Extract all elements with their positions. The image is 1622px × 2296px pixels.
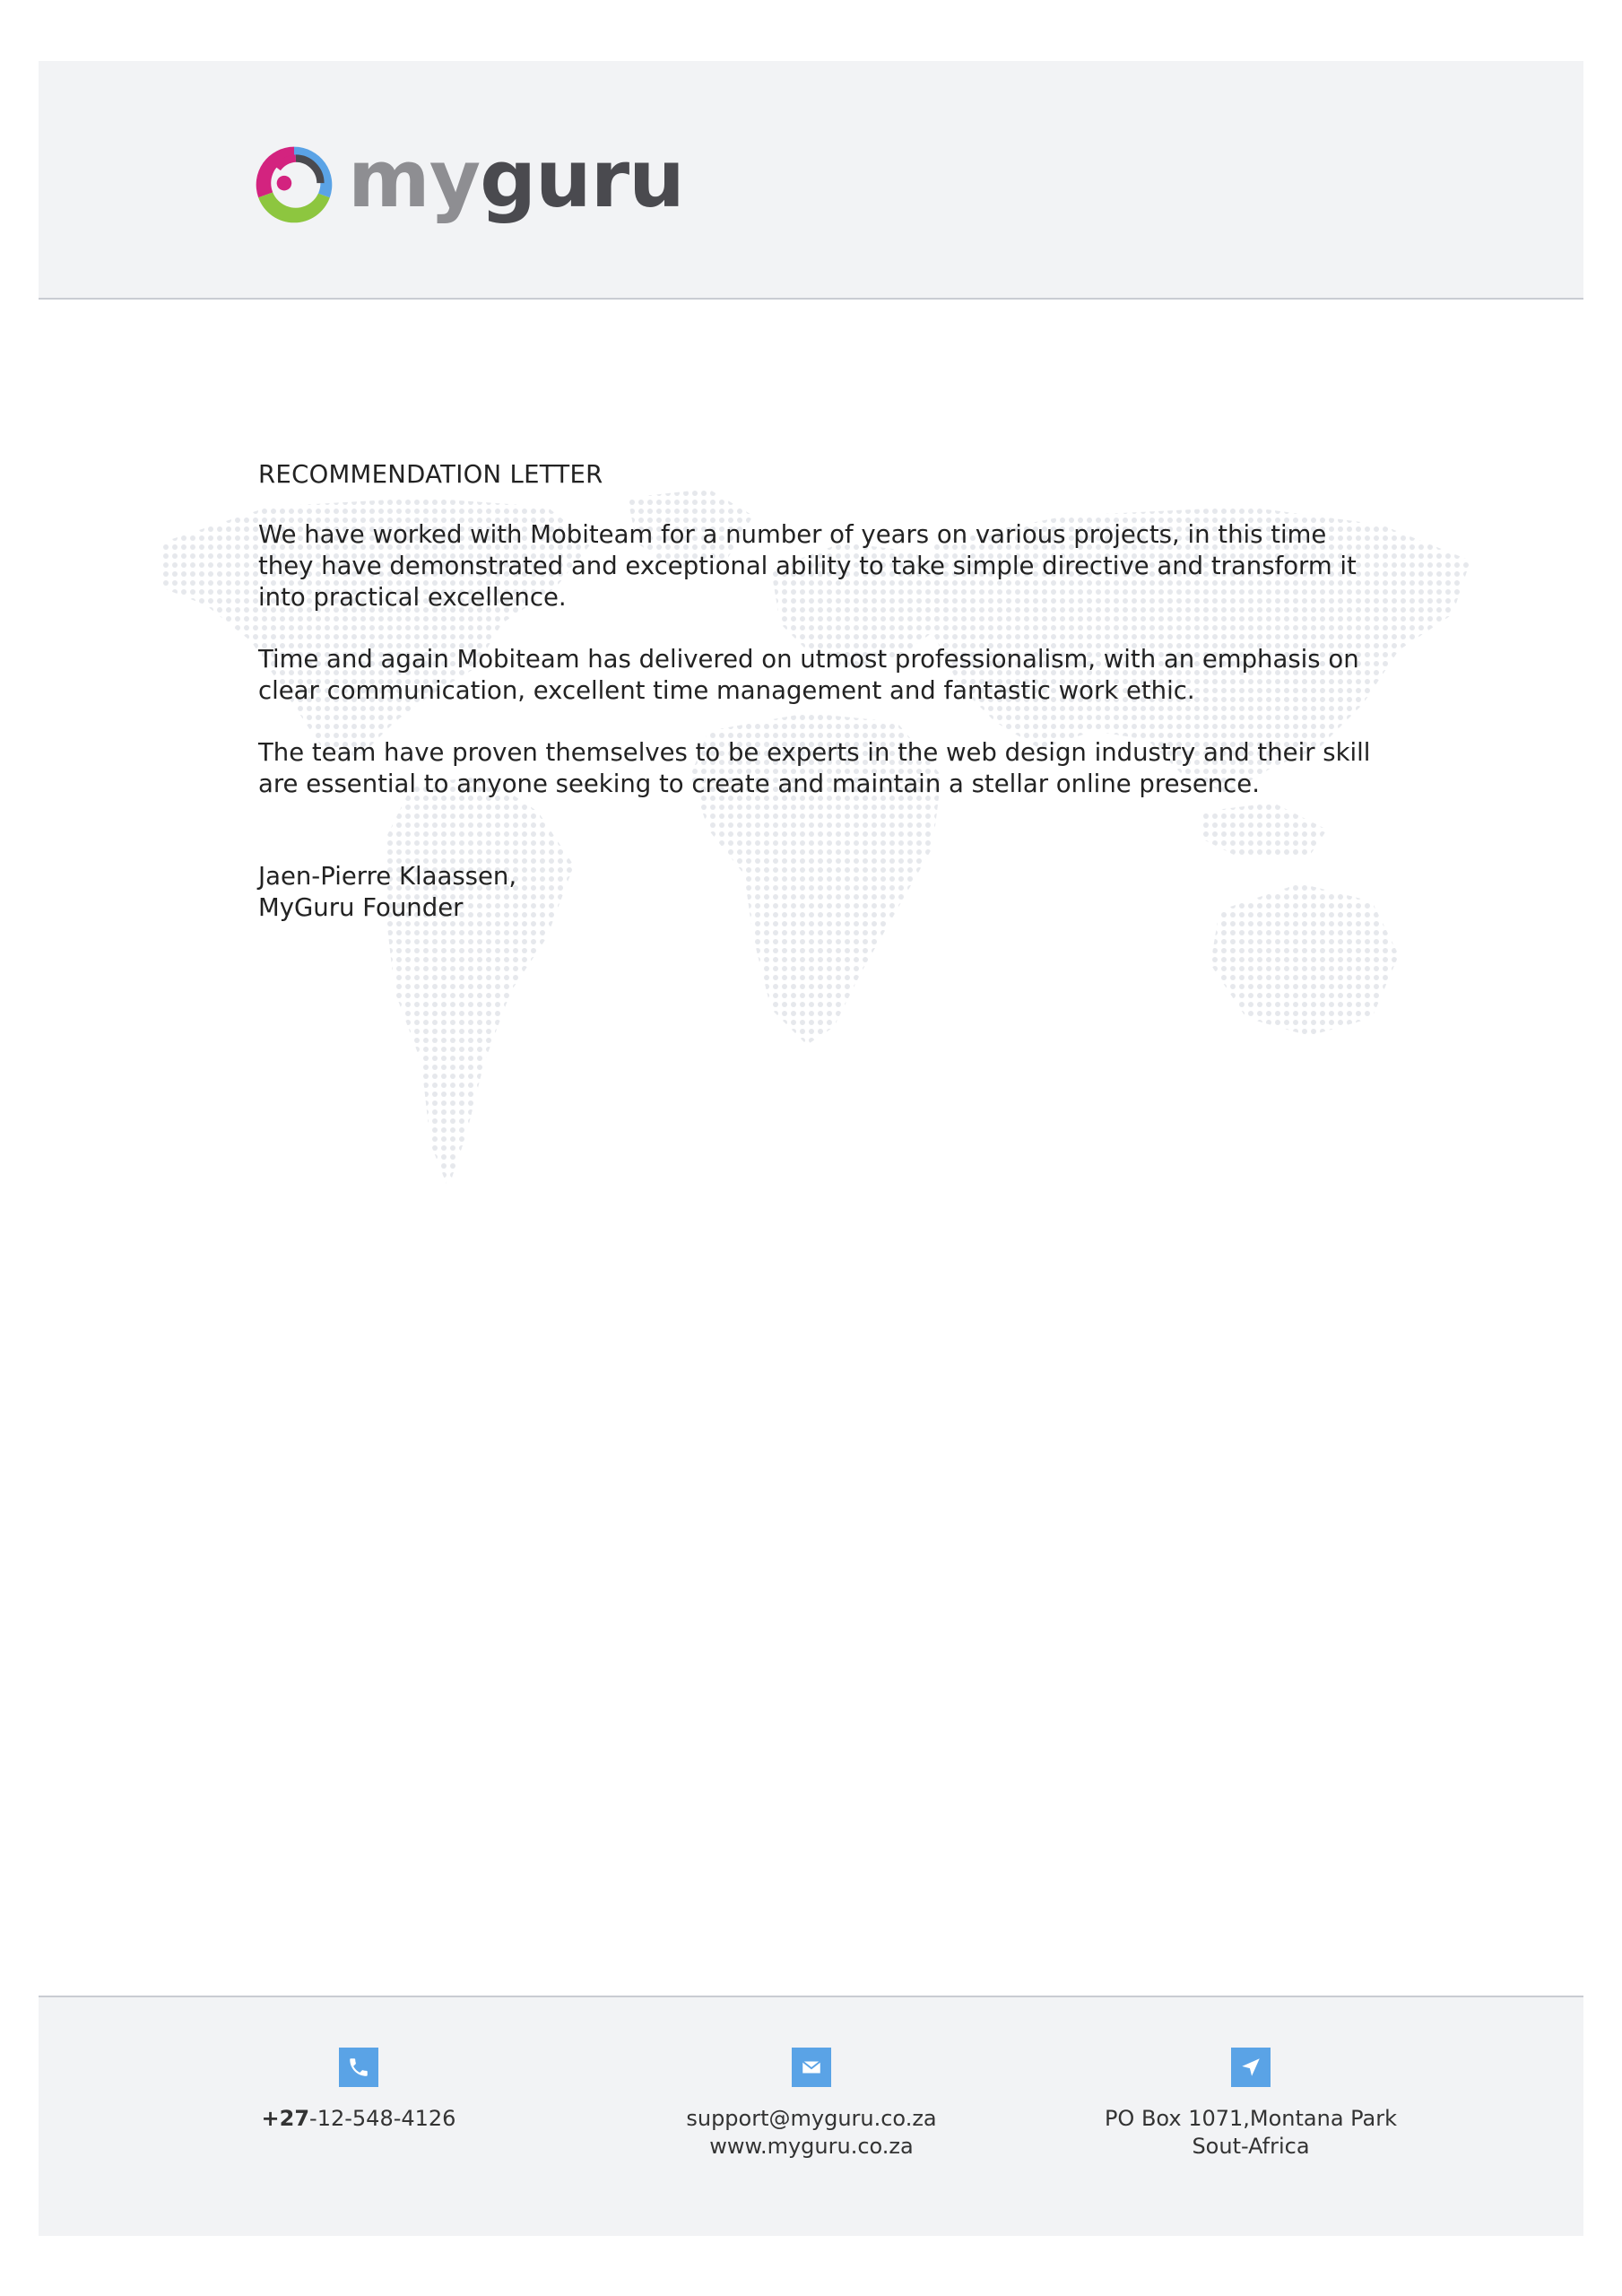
address-line-2: Sout-Africa: [1192, 2134, 1310, 2159]
letter-title: RECOMMENDATION LETTER: [258, 460, 603, 489]
phone-digits: -12-548-4126: [309, 2106, 456, 2131]
envelope-icon: [792, 2048, 831, 2087]
phone-prefix: +27: [261, 2106, 310, 2131]
letter-paragraph-3: The team have proven themselves to be experts in the web design industry and their skill are essential to anyone seeking to create and maintain a stellar online presence.: [258, 738, 1371, 798]
footer-email: [632, 2048, 991, 2161]
footer-address: [1058, 2048, 1444, 2161]
logo-word-my: my: [348, 133, 481, 225]
location-arrow-icon: [1231, 2048, 1271, 2087]
phone-number[interactable]: [224, 2105, 493, 2133]
letter-paragraph-1: We have worked with Mobiteam for a number of years on various projects, in this time they have demonstrated and exceptional ability to take simple directive and transform it into practical excellence.: [258, 520, 1357, 612]
signature-name: Jaen-Pierre Klaassen,: [258, 862, 517, 891]
signature-block: [258, 861, 1379, 924]
signature-role: MyGuru Founder: [258, 893, 464, 922]
phone-icon: [339, 2048, 378, 2087]
footer-phone: [224, 2048, 493, 2133]
logo-word-guru: guru: [480, 133, 684, 225]
myguru-logo: [253, 133, 684, 226]
letter-paragraph-2: Time and again Mobiteam has delivered on utmost professionalism, with an emphasis on clear communication, excellent time management and fantastic work ethic.: [258, 645, 1359, 705]
letter-body: [258, 459, 1379, 924]
email-link[interactable]: support@myguru.co.za: [686, 2106, 937, 2131]
logo-wordmark: [348, 133, 684, 225]
address-line-1: PO Box 1071,Montana Park: [1104, 2106, 1398, 2131]
myguru-logo-mark-icon: [253, 144, 335, 226]
website-link[interactable]: www.myguru.co.za: [709, 2134, 914, 2159]
